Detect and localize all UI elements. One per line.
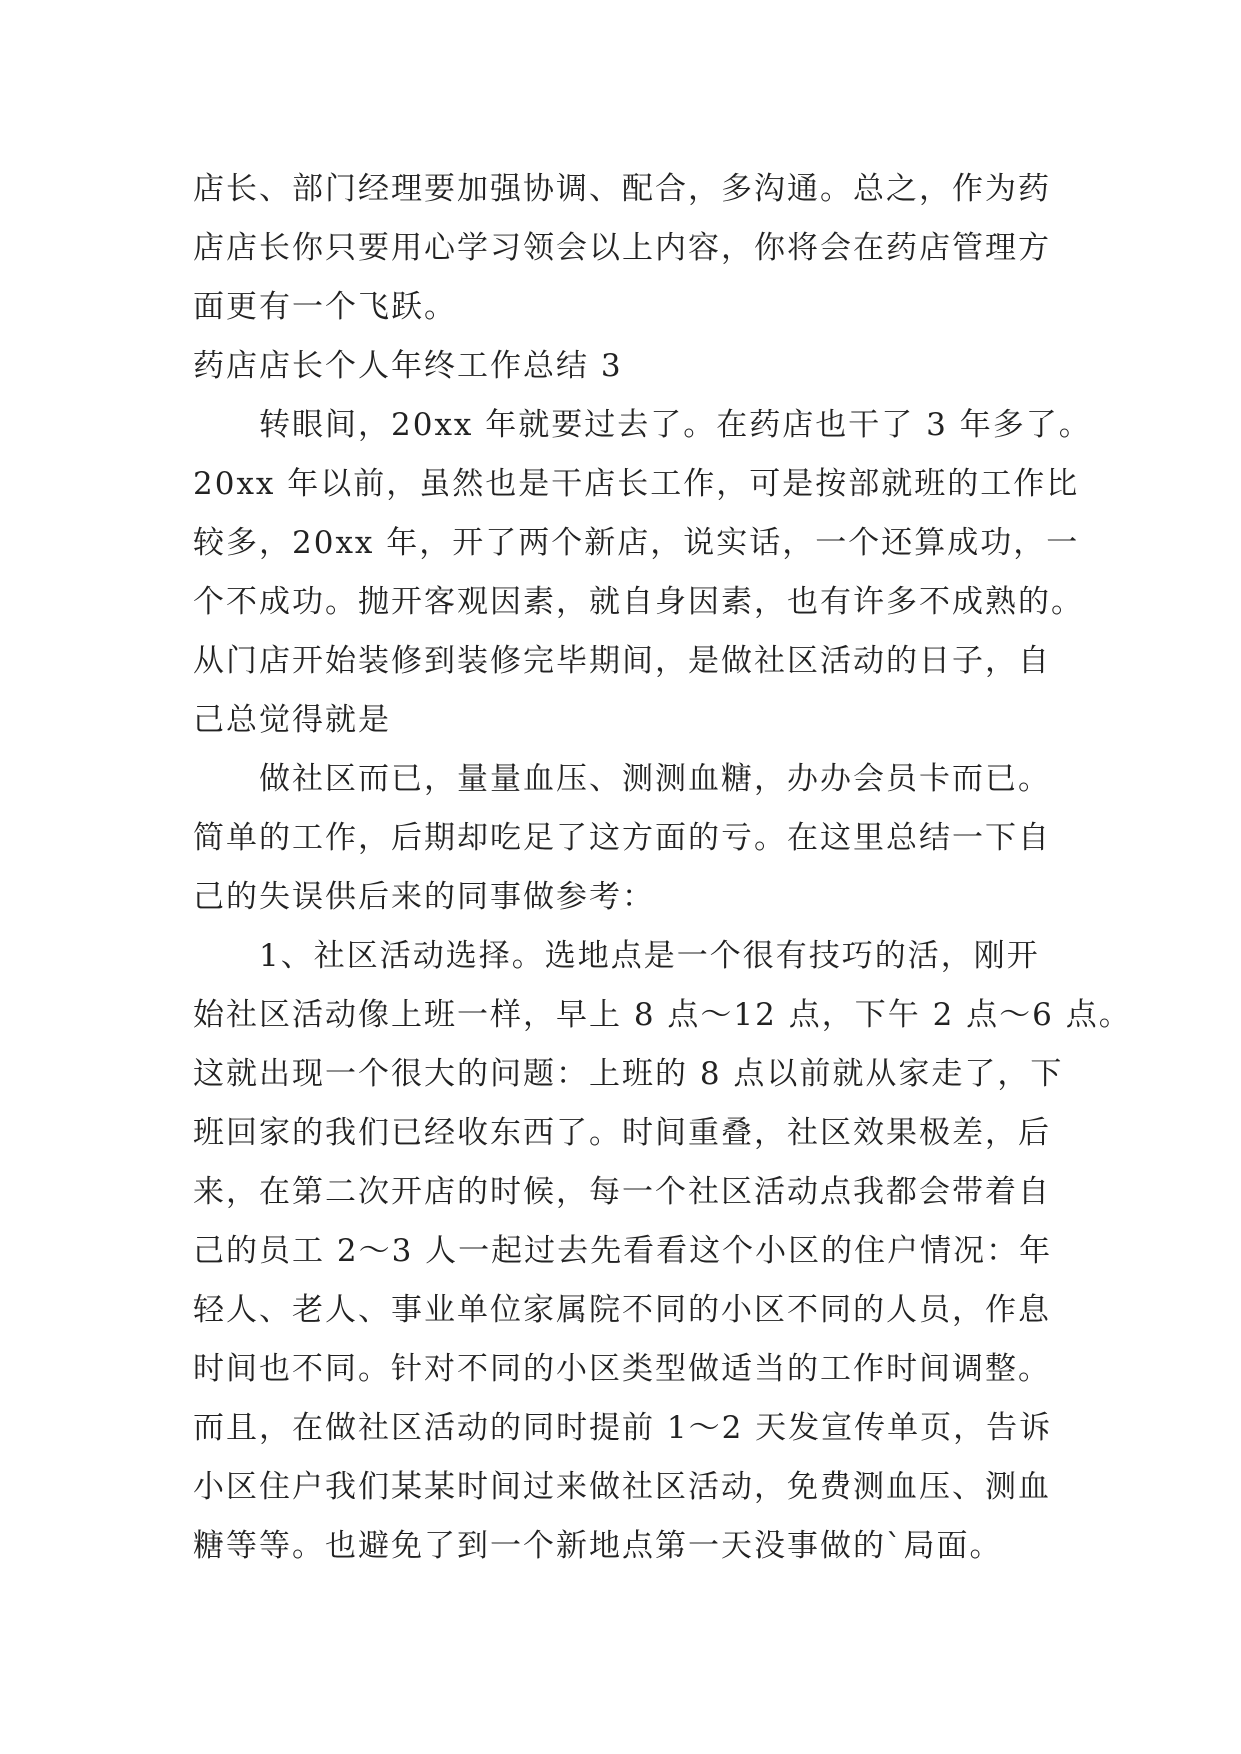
text-line: 面更有一个飞跃。: [193, 289, 457, 325]
text-line: 己总觉得就是: [193, 702, 391, 738]
paragraph-first-line: 转眼间，20xx 年就要过去了。在药店也干了 3 年多了。: [259, 407, 1092, 443]
text-line: 始社区活动像上班一样，早上 8 点～12 点，下午 2 点～6 点。: [193, 997, 1132, 1033]
text-line: 这就出现一个很大的问题：上班的 8 点以前就从家走了，下: [193, 1056, 1064, 1092]
text-line: 20xx 年以前，虽然也是干店长工作，可是按部就班的工作比: [193, 466, 1080, 502]
text-line: 个不成功。抛开客观因素，就自身因素，也有许多不成熟的。: [193, 584, 1084, 620]
text-line: 己的失误供后来的同事做参考：: [193, 879, 655, 915]
text-line: 己的员工 2～3 人一起过去先看看这个小区的住户情况：年: [193, 1233, 1053, 1269]
text-line: 小区住户我们某某时间过来做社区活动，免费测血压、测血: [193, 1469, 1051, 1505]
document-body: [193, 160, 1132, 1576]
text-line: 时间也不同。针对不同的小区类型做适当的工作时间调整。: [193, 1351, 1051, 1387]
text-line: 店长、部门经理要加强协调、配合，多沟通。总之，作为药: [193, 171, 1051, 207]
section-heading: 药店店长个人年终工作总结 3: [193, 348, 623, 384]
text-line: 简单的工作，后期却吃足了这方面的亏。在这里总结一下自: [193, 820, 1051, 856]
text-line: 而且，在做社区活动的同时提前 1～2 天发宣传单页，告诉: [193, 1410, 1053, 1446]
text-line: 从门店开始装修到装修完毕期间，是做社区活动的日子，自: [193, 643, 1051, 679]
text-line: 较多，20xx 年，开了两个新店，说实话，一个还算成功，一: [193, 525, 1080, 561]
paragraph-first-line: 做社区而已，量量血压、测测血糖，办办会员卡而已。: [259, 761, 1051, 797]
text-line: 糖等等。也避免了到一个新地点第一天没事做的`局面。: [193, 1528, 1003, 1564]
paragraph-first-line: 1、社区活动选择。选地点是一个很有技巧的活，刚开: [259, 938, 1040, 974]
text-line: 店店长你只要用心学习领会以上内容，你将会在药店管理方: [193, 230, 1051, 266]
text-line: 轻人、老人、事业单位家属院不同的小区不同的人员，作息: [193, 1292, 1051, 1328]
text-line: 来，在第二次开店的时候，每一个社区活动点我都会带着自: [193, 1174, 1051, 1210]
text-line: 班回家的我们已经收东西了。时间重叠，社区效果极差，后: [193, 1115, 1051, 1151]
